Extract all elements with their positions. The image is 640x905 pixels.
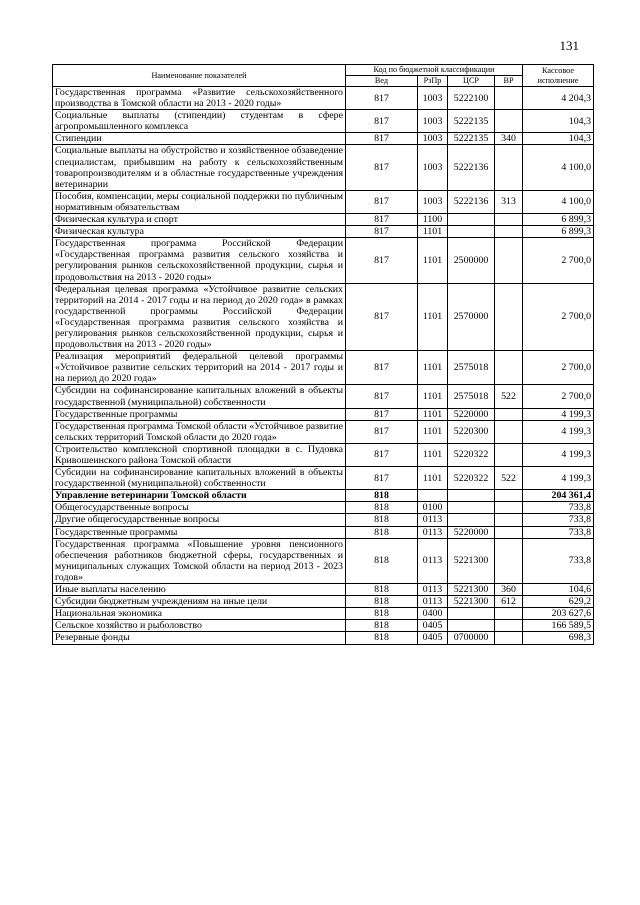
row-rzpr: 1101 <box>418 420 448 443</box>
row-name: Физическая культура <box>53 226 346 238</box>
row-amount: 698,3 <box>523 632 594 644</box>
row-name: Социальные выплаты (стипендии) студентам в сфере агропромышленного комплекса <box>53 110 346 133</box>
row-amount: 733,8 <box>523 526 594 538</box>
row-csr <box>448 226 495 238</box>
row-vr <box>495 538 523 583</box>
row-name: Государственная программа «Повышение уровня пенсионного обеспечения работников бюджетной сферы, государственных и муниципальных служащих Томской области на период 2013 - 2023 годов» <box>53 538 346 583</box>
row-csr: 5221300 <box>448 584 495 596</box>
header-ved: Вед <box>346 76 418 87</box>
header-csr: ЦСР <box>448 76 495 87</box>
row-vr <box>495 502 523 514</box>
table-body <box>53 87 594 645</box>
row-csr: 5222135 <box>448 133 495 145</box>
row-ved: 817 <box>346 190 418 213</box>
row-rzpr: 0100 <box>418 502 448 514</box>
row-ved: 818 <box>346 538 418 583</box>
row-amount: 4 199,3 <box>523 443 594 466</box>
row-vr: 360 <box>495 584 523 596</box>
row-name: Общегосударственные вопросы <box>53 502 346 514</box>
row-ved: 817 <box>346 283 418 351</box>
row-csr <box>448 214 495 226</box>
row-amount: 6 899,3 <box>523 214 594 226</box>
row-vr <box>495 514 523 526</box>
row-rzpr: 1003 <box>418 110 448 133</box>
row-name: Государственная программа «Развитие сельскохозяйственного производства в Томской области на 2013 - 2020 годы» <box>53 87 346 110</box>
row-amount: 2 700,0 <box>523 283 594 351</box>
table-row <box>53 620 594 632</box>
row-vr: 522 <box>495 467 523 490</box>
row-rzpr: 1101 <box>418 467 448 490</box>
row-name: Реализация мероприятий федеральной целевой программы «Устойчивое развитие сельских территорий на 2014 - 2017 годы и на период до 2020 года» <box>53 351 346 385</box>
row-rzpr: 0405 <box>418 620 448 632</box>
row-ved: 817 <box>346 133 418 145</box>
row-csr: 5220000 <box>448 526 495 538</box>
row-rzpr: 0113 <box>418 538 448 583</box>
row-vr: 612 <box>495 596 523 608</box>
row-name: Сельское хозяйство и рыболовство <box>53 620 346 632</box>
row-amount: 629,2 <box>523 596 594 608</box>
budget-table <box>52 64 594 645</box>
row-ved: 818 <box>346 584 418 596</box>
row-rzpr: 0113 <box>418 584 448 596</box>
row-ved: 818 <box>346 632 418 644</box>
table-row <box>53 145 594 190</box>
row-vr <box>495 408 523 420</box>
row-csr: 5220322 <box>448 467 495 490</box>
row-rzpr: 1101 <box>418 385 448 408</box>
table-row <box>53 526 594 538</box>
row-name: Резервные фонды <box>53 632 346 644</box>
row-amount: 2 700,0 <box>523 351 594 385</box>
row-rzpr: 1101 <box>418 443 448 466</box>
table-row <box>53 420 594 443</box>
row-csr <box>448 502 495 514</box>
row-ved: 817 <box>346 443 418 466</box>
row-amount: 733,8 <box>523 538 594 583</box>
table-header <box>53 65 594 87</box>
table-row <box>53 110 594 133</box>
row-name: Другие общегосударственные вопросы <box>53 514 346 526</box>
row-rzpr: 1101 <box>418 238 448 283</box>
row-rzpr: 1003 <box>418 87 448 110</box>
row-amount: 203 627,6 <box>523 608 594 620</box>
row-csr <box>448 608 495 620</box>
row-name: Пособия, компенсации, меры социальной поддержки по публичным нормативным обязательствам <box>53 190 346 213</box>
row-ved: 817 <box>346 351 418 385</box>
row-amount: 104,6 <box>523 584 594 596</box>
row-rzpr: 0113 <box>418 526 448 538</box>
row-rzpr <box>418 490 448 502</box>
row-csr: 5220300 <box>448 420 495 443</box>
row-rzpr: 1100 <box>418 214 448 226</box>
row-csr <box>448 620 495 632</box>
row-rzpr: 0405 <box>418 632 448 644</box>
row-name: Строительство комплексной спортивной площадки в с. Пудовка Кривошеинского района Томской области <box>53 443 346 466</box>
header-rzpr: РзПр <box>418 76 448 87</box>
row-csr: 2570000 <box>448 283 495 351</box>
row-ved: 818 <box>346 514 418 526</box>
header-vr: ВР <box>495 76 523 87</box>
table-row <box>53 226 594 238</box>
row-name: Физическая культура и спорт <box>53 214 346 226</box>
table-row <box>53 238 594 283</box>
row-name: Государственная программа Российской Федерации «Государственная программа развития сельского хозяйства и регулирования рынков сельскохозяйственной продукции, сырья и продовольствия на 2013 - 2020 годы» <box>53 238 346 283</box>
row-vr <box>495 608 523 620</box>
row-rzpr: 1101 <box>418 408 448 420</box>
row-name: Национальная экономика <box>53 608 346 620</box>
row-ved: 817 <box>346 385 418 408</box>
header-code-group: Код по бюджетной классификации <box>346 65 523 76</box>
table-row <box>53 190 594 213</box>
row-csr: 0700000 <box>448 632 495 644</box>
header-amount: Кассовое исполнение <box>523 65 594 87</box>
row-vr: 522 <box>495 385 523 408</box>
row-ved: 817 <box>346 467 418 490</box>
row-vr <box>495 238 523 283</box>
row-vr <box>495 145 523 190</box>
row-amount: 104,3 <box>523 110 594 133</box>
table-row <box>53 490 594 502</box>
row-rzpr: 0113 <box>418 514 448 526</box>
row-ved: 817 <box>346 238 418 283</box>
row-name: Субсидии бюджетным учреждениям на иные цели <box>53 596 346 608</box>
table-row <box>53 87 594 110</box>
row-amount: 204 361,4 <box>523 490 594 502</box>
table-row <box>53 351 594 385</box>
row-vr <box>495 620 523 632</box>
row-ved: 818 <box>346 490 418 502</box>
row-amount: 166 589,5 <box>523 620 594 632</box>
row-ved: 817 <box>346 420 418 443</box>
row-name: Государственные программы <box>53 408 346 420</box>
row-amount: 104,3 <box>523 133 594 145</box>
row-vr <box>495 420 523 443</box>
table-row <box>53 514 594 526</box>
row-csr: 5222135 <box>448 110 495 133</box>
row-csr: 5221300 <box>448 538 495 583</box>
row-rzpr: 1101 <box>418 226 448 238</box>
row-rzpr: 0400 <box>418 608 448 620</box>
row-ved: 817 <box>346 408 418 420</box>
table-row <box>53 584 594 596</box>
row-csr: 5221300 <box>448 596 495 608</box>
row-vr: 340 <box>495 133 523 145</box>
row-name: Социальные выплаты на обустройство и хозяйственное обзаведение специалистам, прибывшим на работу к сельскохозяйственным товаропроизводителям и в областные государственные учреждения ветеринарии <box>53 145 346 190</box>
row-csr: 5222136 <box>448 190 495 213</box>
row-name: Федеральная целевая программа «Устойчивое развитие сельских территорий на 2014 - 2017 годы и на период до 2020 года» в рамках государственной программы Российской Федерации «Государственная программа развития сельского хозяйства и регулирования рынков сельскохозяйственной продукции, сырья и продовольствия на 2013 - 2020 годы» <box>53 283 346 351</box>
row-vr <box>495 490 523 502</box>
row-amount: 4 199,3 <box>523 420 594 443</box>
row-csr: 5220000 <box>448 408 495 420</box>
row-vr <box>495 283 523 351</box>
row-ved: 818 <box>346 596 418 608</box>
row-name: Субсидии на софинансирование капитальных вложений в объекты государственной (муниципальной) собственности <box>53 385 346 408</box>
row-csr: 2500000 <box>448 238 495 283</box>
header-name: Наименование показателей <box>53 65 346 87</box>
row-rzpr: 1003 <box>418 145 448 190</box>
table-row <box>53 214 594 226</box>
table-row <box>53 283 594 351</box>
row-amount: 4 199,3 <box>523 467 594 490</box>
row-vr <box>495 351 523 385</box>
row-ved: 817 <box>346 87 418 110</box>
table-row <box>53 596 594 608</box>
table-row <box>53 608 594 620</box>
row-amount: 2 700,0 <box>523 238 594 283</box>
row-vr <box>495 443 523 466</box>
row-csr <box>448 490 495 502</box>
row-vr <box>495 226 523 238</box>
row-ved: 818 <box>346 608 418 620</box>
row-amount: 4 204,3 <box>523 87 594 110</box>
row-amount: 4 199,3 <box>523 408 594 420</box>
row-name: Управление ветеринарии Томской области <box>53 490 346 502</box>
row-rzpr: 1101 <box>418 283 448 351</box>
row-csr <box>448 514 495 526</box>
row-name: Иные выплаты населению <box>53 584 346 596</box>
row-rzpr: 1003 <box>418 133 448 145</box>
table-row <box>53 443 594 466</box>
row-name: Стипендии <box>53 133 346 145</box>
row-rzpr: 1101 <box>418 351 448 385</box>
table-row <box>53 632 594 644</box>
row-amount: 2 700,0 <box>523 385 594 408</box>
row-rzpr: 0113 <box>418 596 448 608</box>
table-row <box>53 538 594 583</box>
row-ved: 818 <box>346 526 418 538</box>
row-ved: 818 <box>346 502 418 514</box>
table-row <box>53 385 594 408</box>
row-amount: 4 100,0 <box>523 190 594 213</box>
row-ved: 817 <box>346 110 418 133</box>
table-row <box>53 502 594 514</box>
row-vr <box>495 110 523 133</box>
row-amount: 733,8 <box>523 514 594 526</box>
row-name: Государственные программы <box>53 526 346 538</box>
row-ved: 818 <box>346 620 418 632</box>
row-ved: 817 <box>346 226 418 238</box>
row-csr: 5220322 <box>448 443 495 466</box>
row-csr: 5222136 <box>448 145 495 190</box>
row-vr <box>495 87 523 110</box>
row-amount: 6 899,3 <box>523 226 594 238</box>
page-number: 131 <box>559 38 579 53</box>
row-amount: 733,8 <box>523 502 594 514</box>
table-row <box>53 133 594 145</box>
row-vr: 313 <box>495 190 523 213</box>
row-vr <box>495 526 523 538</box>
row-csr: 2575018 <box>448 351 495 385</box>
row-vr <box>495 214 523 226</box>
row-csr: 2575018 <box>448 385 495 408</box>
row-ved: 817 <box>346 145 418 190</box>
row-ved: 817 <box>346 214 418 226</box>
row-name: Субсидии на софинансирование капитальных вложений в объекты государственной (муниципальной) собственности <box>53 467 346 490</box>
row-name: Государственная программа Томской области «Устойчивое развитие сельских территорий Томской области до 2020 года» <box>53 420 346 443</box>
row-amount: 4 100,0 <box>523 145 594 190</box>
table-row <box>53 408 594 420</box>
table-row <box>53 467 594 490</box>
row-vr <box>495 632 523 644</box>
row-csr: 5222100 <box>448 87 495 110</box>
row-rzpr: 1003 <box>418 190 448 213</box>
